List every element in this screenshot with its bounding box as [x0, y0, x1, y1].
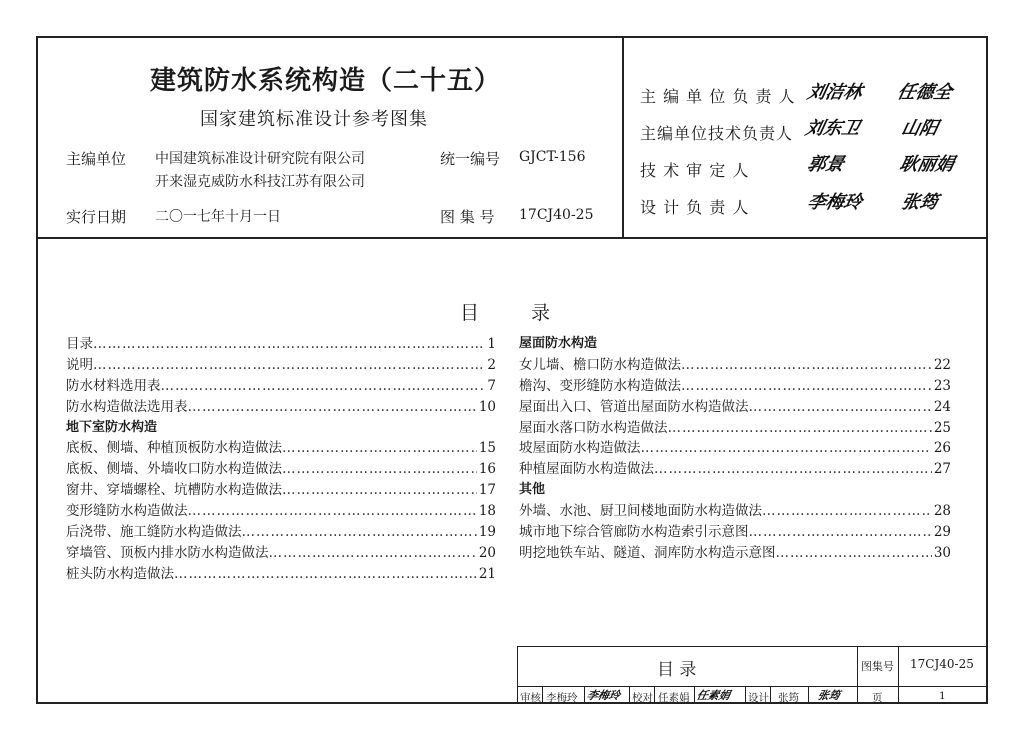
- toc-title-char-2: 录: [531, 302, 551, 324]
- title-block-rule: [542, 686, 543, 704]
- toc-leader: [93, 334, 485, 355]
- toc-leader: [242, 522, 477, 543]
- toc-page: 10: [478, 398, 496, 415]
- atlas-no-label: 图 集 号: [440, 208, 495, 226]
- signature: 张筠: [899, 192, 940, 213]
- toc-entry[interactable]: [519, 355, 951, 376]
- editor-unit-1: 中国建筑标准设计研究院有限公司: [155, 151, 365, 167]
- toc-entry-text: 后浇带、施工缝防水构造做法: [66, 524, 242, 541]
- toc-entry-text: 外墙、水池、厨卫间楼地面防水构造做法: [519, 503, 762, 520]
- toc-left-column: [66, 334, 496, 585]
- designer-signature: 张筠: [816, 689, 842, 702]
- toc-leader: [282, 480, 477, 501]
- toc-entry-text: 女儿墙、檐口防水构造做法: [519, 356, 681, 373]
- signature: 李梅玲: [805, 192, 864, 213]
- toc-leader: [681, 376, 932, 397]
- toc-entry-text: 穿墙管、顶板内排水防水构造做法: [66, 544, 269, 561]
- toc-entry[interactable]: [519, 438, 951, 459]
- title-block-rule: [770, 686, 771, 704]
- toc-page: 22: [933, 356, 951, 373]
- signature: 耿丽娟: [897, 154, 956, 175]
- title-block-rule: [857, 646, 858, 704]
- atlas-title: 建筑防水系统构造（二十五）: [150, 66, 502, 96]
- editor-unit-2: 开来湿克威防水科技江苏有限公司: [155, 174, 365, 190]
- toc-page: 19: [478, 524, 496, 541]
- toc-page: 1: [487, 336, 496, 352]
- atlas-no-value: 17CJ40-25: [519, 207, 594, 223]
- sig-label-4: 设 计 负 责 人: [640, 198, 750, 217]
- toc-leader: [282, 459, 477, 480]
- title-block-rule: [654, 686, 655, 704]
- toc-entry[interactable]: [519, 376, 951, 397]
- toc-leader: [174, 564, 477, 585]
- toc-page: 7: [487, 377, 496, 394]
- toc-entry[interactable]: [66, 438, 496, 459]
- toc-entry[interactable]: [66, 480, 496, 501]
- date-value: 二〇一七年十月一日: [155, 209, 281, 225]
- header-divider: [622, 36, 624, 239]
- checker-name: 任素娟: [658, 692, 690, 704]
- title-block-rule: [857, 686, 988, 687]
- reviewer-name: 李梅玲: [546, 692, 578, 704]
- sig-label-3: 技 术 审 定 人: [640, 161, 750, 180]
- title-block-rule: [517, 686, 857, 687]
- toc-leader: [749, 522, 932, 543]
- toc-entry-text: 种植屋面防水构造做法: [519, 461, 654, 478]
- toc-entry[interactable]: [66, 543, 496, 564]
- editor-unit-label: 主编单位: [66, 150, 127, 168]
- toc-page: 24: [933, 398, 951, 415]
- toc-entry[interactable]: [519, 459, 951, 480]
- toc-page: 17: [478, 482, 496, 499]
- toc-entry[interactable]: [519, 522, 951, 543]
- signature: 刘东卫: [803, 118, 862, 139]
- toc-entry-text: 城市地下综合管廊防水构造索引示意图: [519, 524, 749, 541]
- toc-leader: [668, 418, 932, 439]
- page-label: 页: [872, 692, 883, 704]
- toc-section-heading: 屋面防水构造: [519, 336, 598, 351]
- toc-section-heading: 其他: [519, 482, 546, 498]
- checker-signature: 任素娟: [695, 689, 732, 702]
- toc-page: 29: [933, 524, 951, 541]
- toc-entry[interactable]: [66, 334, 496, 355]
- toc-leader: [282, 438, 477, 459]
- toc-leader: [269, 543, 477, 564]
- toc-entry-text: 目录: [66, 336, 93, 352]
- reviewer-signature: 李梅玲: [585, 689, 622, 702]
- toc-entry[interactable]: [519, 543, 951, 564]
- toc-entry-text: 防水构造做法选用表: [66, 398, 188, 415]
- toc-entry-text: 说明: [66, 356, 93, 373]
- toc-leader: [93, 355, 485, 376]
- sig-label-1: 主 编 单 位 负 责 人: [640, 87, 796, 106]
- toc-page: 20: [478, 544, 496, 561]
- toc-page: 15: [478, 440, 496, 457]
- toc-entry[interactable]: [66, 459, 496, 480]
- toc-entry[interactable]: [66, 376, 496, 397]
- atlas-subtitle: 国家建筑标准设计参考图集: [200, 109, 428, 130]
- serial-value: GJCT-156: [519, 149, 586, 165]
- toc-entry-text: 屋面出入口、管道出屋面防水构造做法: [519, 398, 749, 415]
- signature: 郭景: [805, 154, 846, 175]
- sig-label-2: 主编单位技术负责人: [640, 124, 794, 143]
- toc-entry-text: 坡屋面防水构造做法: [519, 440, 641, 457]
- toc-leader: [641, 438, 932, 459]
- toc-title-char-1: 目: [460, 302, 480, 324]
- toc-entry[interactable]: [519, 397, 951, 418]
- toc-entry-text: 桩头防水构造做法: [66, 565, 174, 582]
- design-label: 设计: [748, 692, 769, 704]
- date-label: 实行日期: [66, 208, 127, 226]
- title-block-atlas-value: 17CJ40-25: [910, 657, 974, 671]
- toc-leader: [161, 376, 486, 397]
- title-block-rule: [898, 646, 899, 704]
- toc-entry-text: 底板、侧墙、种植顶板防水构造做法: [66, 440, 282, 457]
- toc-entry-text: 变形缝防水构造做法: [66, 503, 188, 520]
- signature: 山阳: [899, 118, 940, 139]
- toc-page: 21: [478, 565, 496, 582]
- toc-entry[interactable]: [66, 397, 496, 418]
- designer-name: 张筠: [778, 692, 799, 704]
- toc-entry-text: 底板、侧墙、外墙收口防水构造做法: [66, 461, 282, 478]
- toc-page: 28: [933, 503, 951, 520]
- signature: 任德全: [895, 82, 954, 103]
- serial-label: 统一编号: [440, 150, 501, 168]
- toc-entry[interactable]: [66, 501, 496, 522]
- toc-page: 18: [478, 503, 496, 520]
- toc-entry[interactable]: [519, 418, 951, 439]
- toc-title: [460, 298, 550, 325]
- toc-entry-text: 明挖地铁车站、隧道、洞库防水构造示意图: [519, 544, 776, 561]
- toc-entry-text: 防水材料选用表: [66, 377, 161, 394]
- toc-page: 2: [487, 356, 496, 373]
- toc-page: 27: [933, 461, 951, 478]
- toc-page: 30: [933, 544, 951, 561]
- toc-leader: [654, 459, 932, 480]
- page-value: 1: [939, 690, 946, 702]
- toc-leader: [762, 501, 932, 522]
- toc-page: 26: [933, 440, 951, 457]
- toc-leader: [681, 355, 932, 376]
- toc-page: 25: [933, 419, 951, 436]
- title-block-rule: [629, 686, 630, 704]
- toc-right-column: [519, 334, 951, 564]
- title-block-name: 目 录: [657, 660, 697, 680]
- toc-entry[interactable]: [519, 501, 951, 522]
- title-block-rule: [745, 686, 746, 704]
- toc-entry-text: 檐沟、变形缝防水构造做法: [519, 377, 681, 394]
- title-block-atlas-label: 图集号: [861, 660, 894, 673]
- toc-entry[interactable]: [66, 564, 496, 585]
- toc-entry-text: 屋面水落口防水构造做法: [519, 419, 668, 436]
- toc-leader: [776, 543, 932, 564]
- toc-entry-text: 窗井、穿墙螺栓、坑槽防水构造做法: [66, 482, 282, 499]
- toc-entry[interactable]: [66, 355, 496, 376]
- signature: 刘洁林: [805, 82, 864, 103]
- toc-page: 16: [478, 461, 496, 478]
- review-label: 审核: [520, 692, 541, 704]
- toc-section-heading: 地下室防水构造: [66, 419, 158, 435]
- title-block-rule: [808, 686, 809, 704]
- toc-leader: [188, 501, 477, 522]
- toc-leader: [749, 397, 932, 418]
- toc-leader: [188, 397, 477, 418]
- toc-page: 23: [933, 377, 951, 394]
- toc-entry[interactable]: [66, 522, 496, 543]
- check-label: 校对: [632, 692, 653, 704]
